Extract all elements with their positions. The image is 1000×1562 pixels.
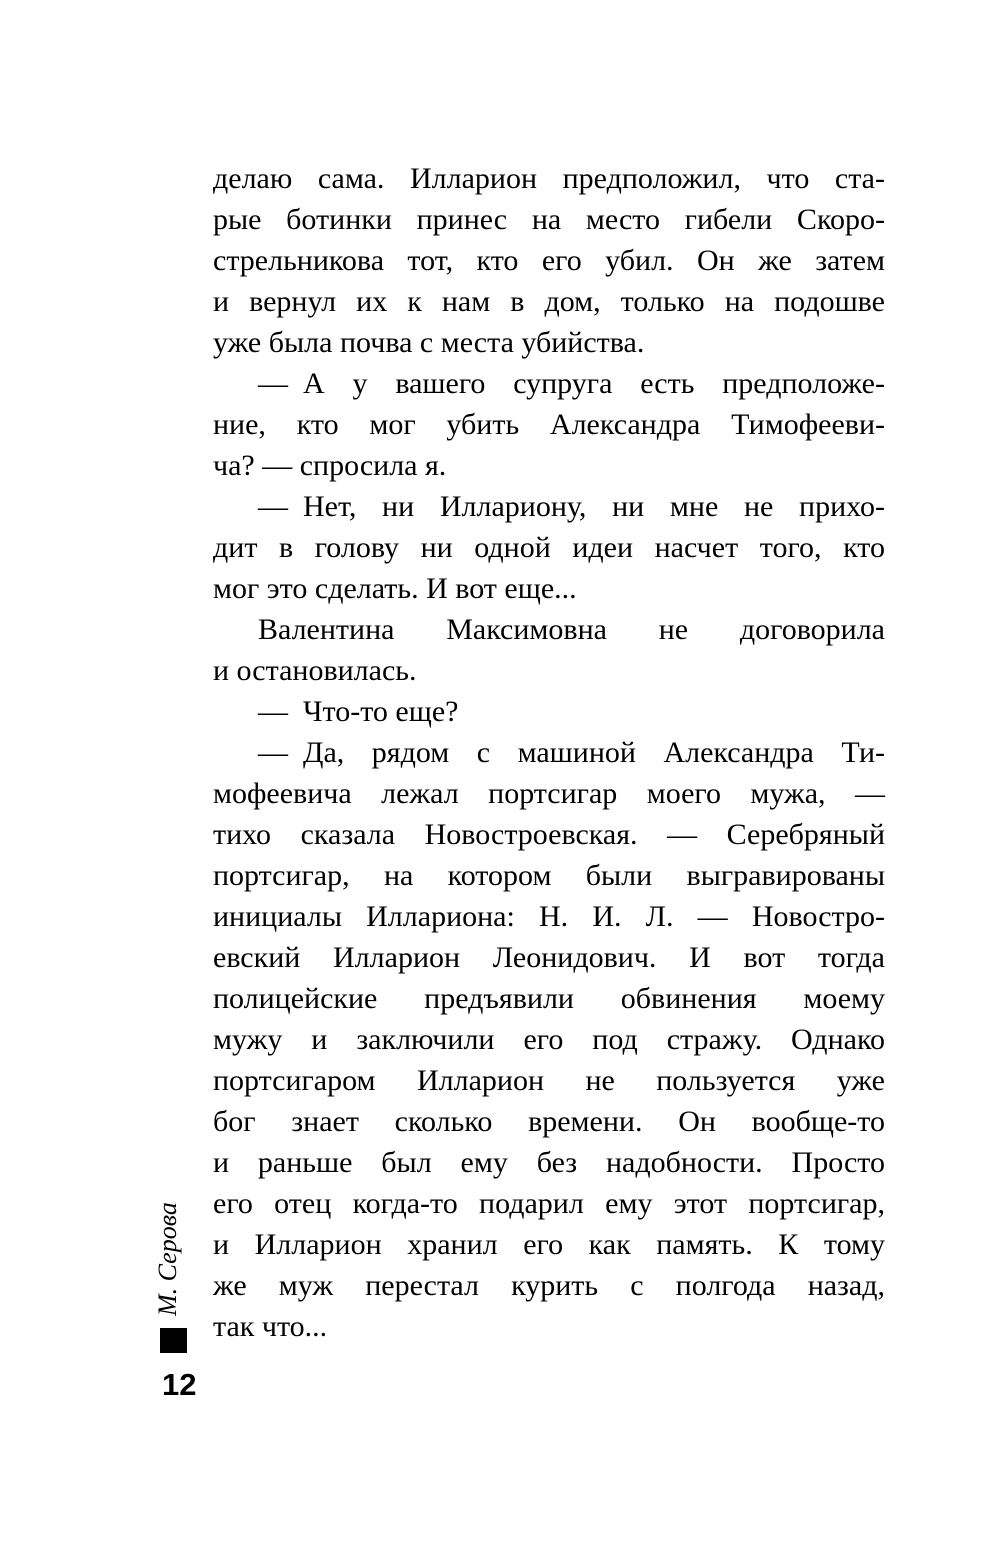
text-line: и остановилась. [213,654,417,687]
text-line: рые ботинки принес на место гибели Скоро- [213,203,885,236]
text-line: и раньше был ему без надобности. Просто [213,1146,885,1179]
text-line: ча? — спросила я. [213,449,447,482]
text-line: — Да, рядом с машиной Александра Ти- [258,736,885,769]
text-line: его отец когда-то подарил ему этот портсигар, [213,1187,885,1220]
text-line: стрельникова тот, кто его убил. Он же затем [213,244,885,277]
section-marker-square-icon [160,1328,187,1353]
text-line: мужу и заключили его под стражу. Однако [213,1023,885,1056]
text-line: бог знает сколько времени. Он вообще-то [213,1105,885,1138]
text-line: мог это сделать. И вот еще... [213,572,577,605]
author-sidebar-label: М. Серова [153,1202,182,1316]
text-line: портсигар, на котором были выгравированы [213,859,885,892]
text-line: инициалы Иллариона: Н. И. Л. — Новостро- [213,900,885,933]
text-line: и вернул их к нам в дом, только на подошве [213,285,885,318]
text-line: и Илларион хранил его как память. К тому [213,1228,885,1261]
text-line: ние, кто мог убить Александра Тимофееви- [213,408,885,441]
text-line: уже была почва с места убийства. [213,326,645,359]
text-line: — Что-то еще? [258,695,459,728]
text-line: портсигаром Илларион не пользуется уже [213,1064,885,1097]
text-line: евский Илларион Леонидович. И вот тогда [213,941,885,974]
text-line: так что... [213,1310,328,1343]
text-line: делаю сама. Илларион предположил, что ста- [213,162,885,195]
text-line: Валентина Максимовна не договорила [258,613,885,646]
body-text [213,158,885,1347]
text-line: — А у вашего супруга есть предположе- [258,367,885,400]
page-number: 12 [162,1367,197,1402]
text-line: — Нет, ни Иллариону, ни мне не прихо- [258,490,885,523]
text-line: полицейские предъявили обвинения моему [213,982,885,1015]
text-line: же муж перестал курить с полгода назад, [213,1269,885,1302]
text-line: тихо сказала Новостроевская. — Серебряный [213,818,885,851]
text-line: мофеевича лежал портсигар моего мужа, — [213,777,885,810]
text-line: дит в голову ни одной идеи насчет того, кто [213,531,885,564]
